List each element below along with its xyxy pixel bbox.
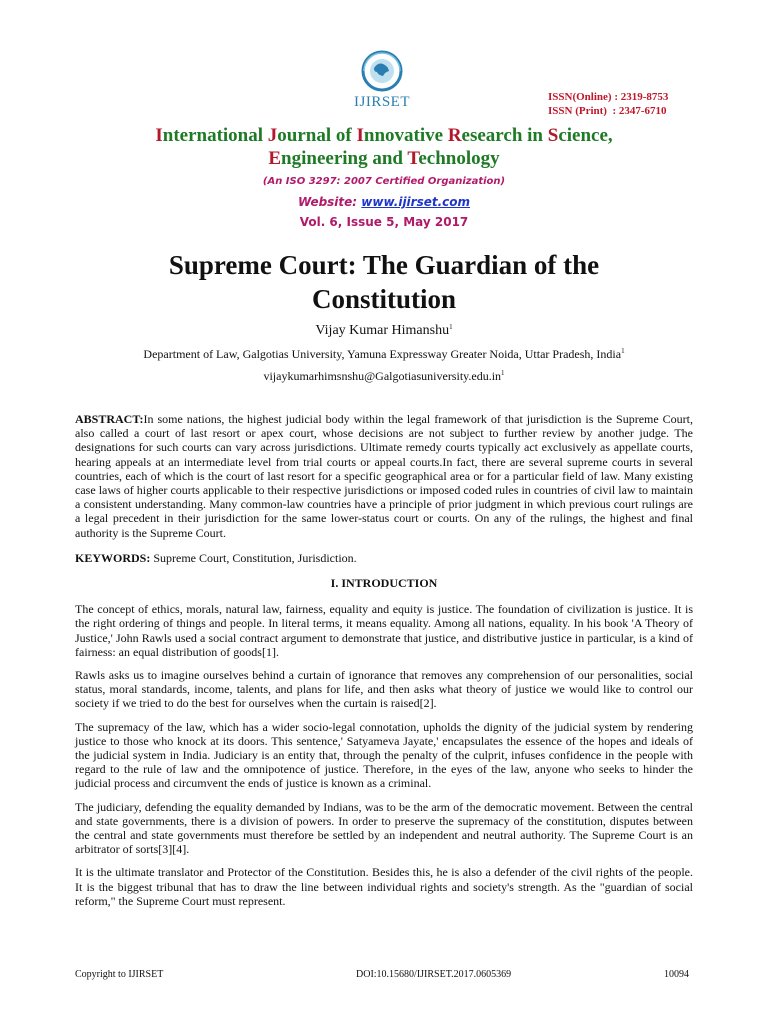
- section-heading-introduction: I. INTRODUCTION: [330, 576, 438, 591]
- keywords-paragraph: [75, 551, 693, 565]
- journal-logo: [340, 46, 424, 116]
- journal-title-part: E: [268, 148, 282, 169]
- journal-title-part: nternational: [162, 125, 268, 146]
- issn-block: [548, 90, 668, 118]
- email-text[interactable]: vijaykumarhimsnshu@Galgotiasuniversity.edu.in: [263, 369, 502, 383]
- footer-page-number: 10094: [664, 969, 689, 980]
- body-paragraph: The supremacy of the law, which has a wider socio-legal connotation, upholds the dignity of the judicial system by rendering justice to those who knock at its doors. This sentence,' Satyameva Jayate,' encapsulates the essence of the hopes and ideals of the judicial system in India. Judiciary is an entity that, through the penalty of the culprit, infuses confidence in the people with regard to the rule of law and the omnipotence of justice. Therefore, in the eyes of the law, anyone who seeks to hinder the judicial process and circumvent the ends of justice is known as a criminal.: [75, 719, 693, 791]
- footer-copyright: Copyright to IJIRSET: [75, 969, 164, 980]
- issn-online: ISSN(Online) : 2319-8753: [548, 91, 669, 103]
- author-email: [0, 369, 768, 384]
- journal-title-line-2: [60, 147, 708, 170]
- journal-title-part: J: [267, 125, 278, 146]
- journal-title-part: esearch in: [461, 125, 548, 146]
- paper-body: [75, 412, 693, 917]
- paper-title-line-1: Supreme Court: The Guardian of the: [168, 250, 600, 280]
- website-line: [0, 195, 768, 209]
- author-affiliation: [0, 347, 768, 362]
- globe-logo-icon: [340, 46, 424, 96]
- iso-certification: (An ISO 3297: 2007 Certified Organization): [262, 176, 506, 187]
- website-link[interactable]: www.ijirset.com: [361, 195, 471, 209]
- body-paragraph: Rawls asks us to imagine ourselves behind a curtain of ignorance that removes any comprehension of our personalities, social status, moral standards, income, talents, and plans for life, and then asks what theory of justice we would like to control our society if we tried to do the best for ourselves when the curtain is raised[2].: [75, 668, 693, 711]
- keywords-label: KEYWORDS:: [75, 550, 151, 565]
- keywords-text: Supreme Court, Constitution, Jurisdiction.: [150, 550, 357, 565]
- journal-title-part: R: [447, 125, 462, 146]
- footer-doi: DOI:10.15680/IJIRSET.2017.0605369: [356, 969, 512, 980]
- body-paragraph: The concept of ethics, morals, natural law, fairness, equality and equity is justice. The foundation of civilization is justice. It is the right ordering of things and people. In literal terms, it means equality. Among all nations, equality. In his book 'A Theory of Justice,' John Rawls used a social contract argument to demonstrate that justice, and distributive justice in particular, is a kind of fairness: an equal distribution of goods[1].: [75, 602, 693, 659]
- journal-title-part: cience,: [558, 125, 613, 146]
- author-text: Vijay Kumar Himanshu: [315, 323, 450, 338]
- journal-title: [60, 124, 708, 170]
- abstract-text: In some nations, the highest judicial body within the legal framework of that jurisdiction is the Supreme Court, also called a court of last resort or apex court, whose decisions are not subject to further review by another judge. The designations for such courts can vary across jurisdictions. Ultimate remedy courts typically act exclusively as appellate courts, hearing appeals at an intermediate level from trial courts or appeal courts.In fact, there are several supreme courts in several countries, each of which is the court of last resort for a specific geographical area or for a particular field of law. Many existing case laws of higher courts applicable to their respective jurisdictions or imposed coded rules in countries of civil law to maintain a consistent understanding. Many common-law countries have a principle of prior judgment in which previous court rulings are a legal precedent in their jurisdiction for the same lower-status court or courts. On any of the rulings, the highest and final authority is the Supreme Court.: [75, 412, 693, 540]
- abstract-label: ABSTRACT:: [75, 412, 144, 426]
- journal-title-part: I: [155, 125, 163, 146]
- body-paragraph: It is the ultimate translator and Protector of the Constitution. Besides this, he is also a defender of the civil rights of the people. It is the biggest tribunal that has to draw the line between individual rights and society's strength. As the "guardian of social reform," the Supreme Court must represent.: [75, 865, 693, 908]
- volume-issue: Vol. 6, Issue 5, May 2017: [299, 215, 469, 229]
- author-name: [0, 323, 768, 339]
- journal-title-part: I: [356, 125, 364, 146]
- issn-print: ISSN (Print) : 2347-6710: [548, 105, 667, 117]
- journal-title-part: ngineering and: [281, 148, 408, 169]
- website-label: Website:: [297, 195, 362, 209]
- abstract-paragraph: [75, 412, 693, 540]
- logo-text: IJIRSET: [354, 94, 410, 110]
- journal-title-part: T: [407, 148, 419, 169]
- email-superscript: 1: [501, 369, 505, 377]
- paper-title-line-2: Constitution: [311, 284, 457, 314]
- journal-title-part: echnology: [418, 148, 500, 169]
- body-paragraph: The judiciary, defending the equality demanded by Indians, was to be the arm of the democratic movement. Between the central and state governments, there is a division of powers. In order to preserve the supremacy of the constitution, disputes between the central and state governments must therefore be settled by an independent and neutral authority. The Supreme Court is an arbitrator of sorts[3][4].: [75, 799, 693, 857]
- journal-title-line-1: [60, 124, 708, 147]
- paper-title: [80, 248, 688, 316]
- journal-title-part: S: [547, 125, 559, 146]
- affiliation-text: Department of Law, Galgotias University, Yamuna Expressway Greater Noida, Uttar Pradesh, India: [143, 347, 622, 361]
- author-superscript: 1: [449, 323, 453, 331]
- journal-title-part: ournal of: [277, 125, 357, 146]
- journal-title-part: nnovative: [363, 125, 448, 146]
- affiliation-superscript: 1: [621, 347, 625, 355]
